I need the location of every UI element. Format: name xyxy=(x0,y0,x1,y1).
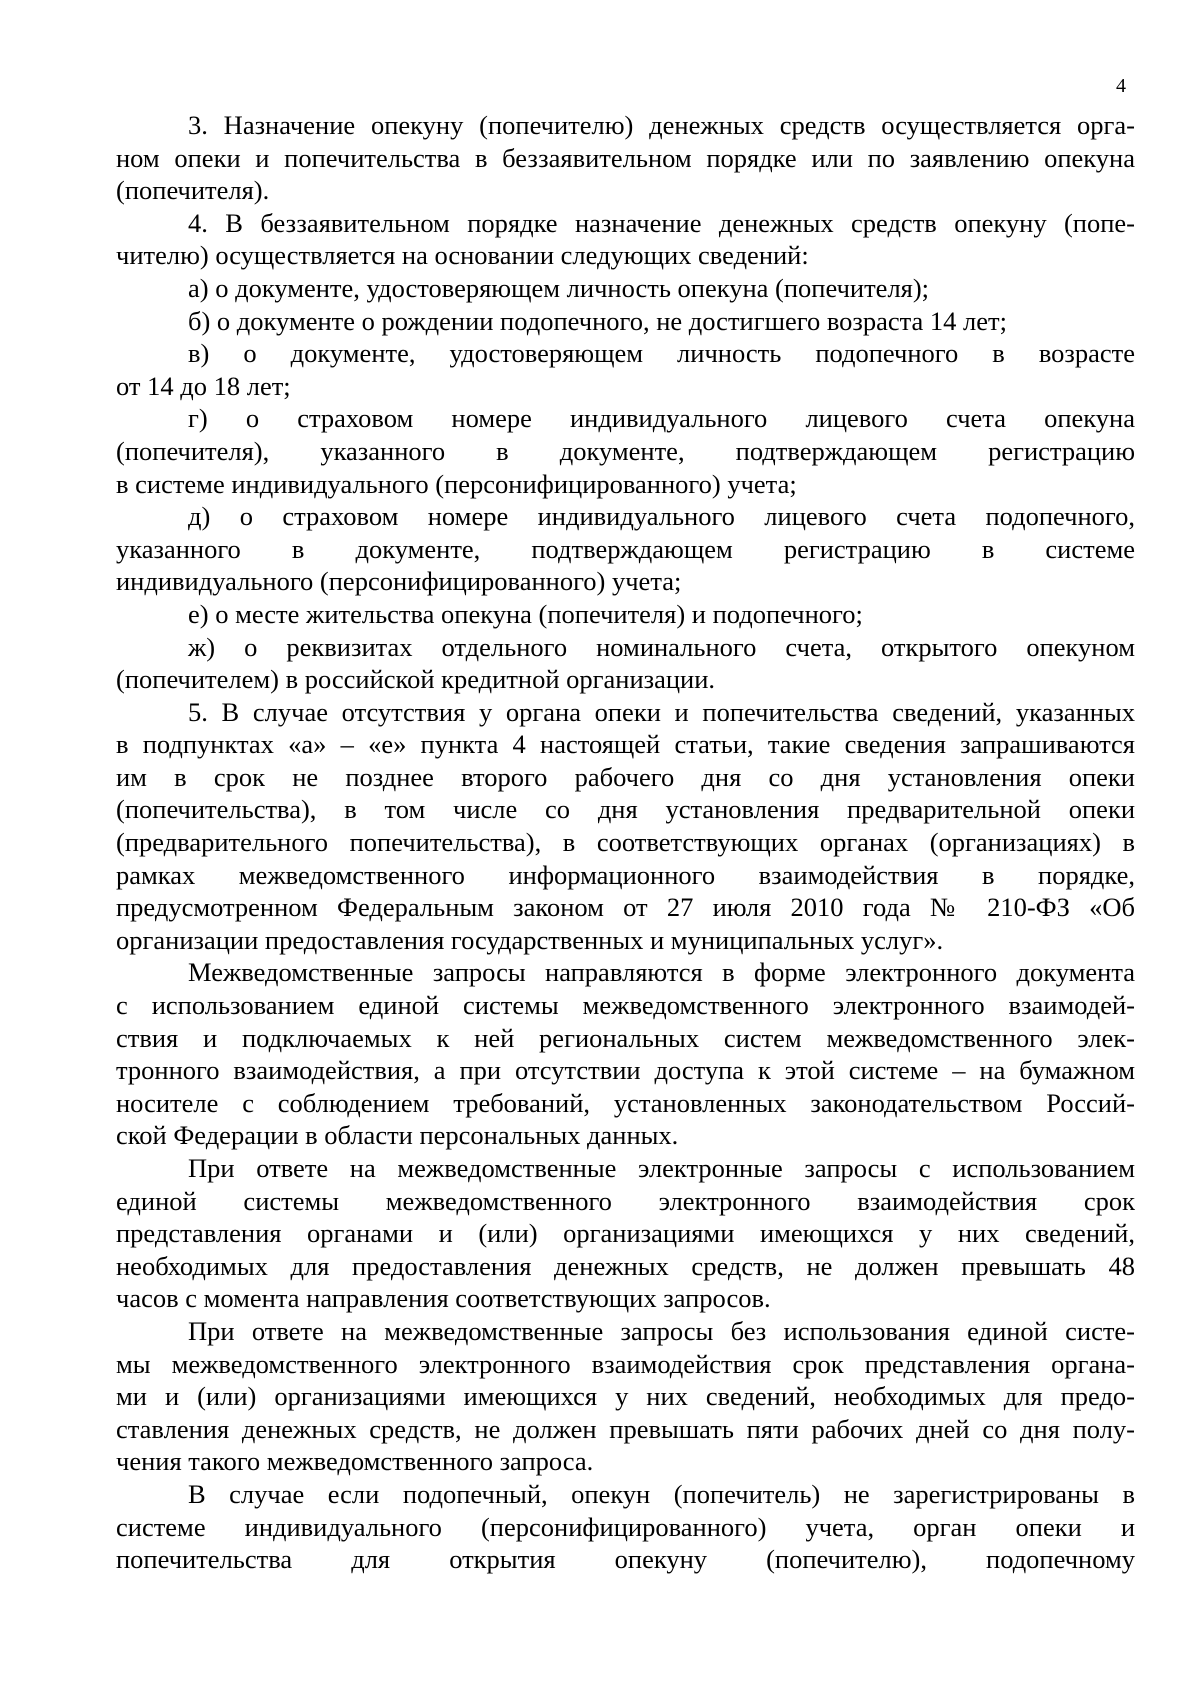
text-line: (предварительного попечительства), в соответствующих органах (организациях) в xyxy=(116,827,1135,858)
text-line: попечительства для открытия опекуну (попечителю), подопечному xyxy=(116,1544,1135,1575)
text-line: (попечителем) в российской кредитной организации. xyxy=(116,664,716,695)
text-line: от 14 до 18 лет; xyxy=(116,370,291,401)
text-line: в) о документе, удостоверяющем личность подопечного в возрасте xyxy=(188,338,1135,369)
text-line: в подпунктах «а» – «е» пункта 4 настоящей статьи, такие сведения запрашиваются xyxy=(116,729,1135,760)
text-line: ми и (или) организациями имеющихся у них сведений, необходимых для предо- xyxy=(116,1381,1135,1412)
text-line: В случае если подопечный, опекун (попечитель) не зарегистрированы в xyxy=(188,1478,1135,1509)
text-line: чителю) осуществляется на основании следующих сведений: xyxy=(116,240,809,271)
text-line: ставления денежных средств, не должен превышать пяти рабочих дней со дня полу- xyxy=(116,1413,1135,1444)
text-line: 3. Назначение опекуну (попечителю) денежных средств осуществляется орга- xyxy=(188,110,1135,140)
text-line: в системе индивидуального (персонифицированного) учета; xyxy=(116,468,797,499)
document-body xyxy=(116,109,1135,1576)
text-line: ствия и подключаемых к ней региональных систем межведомственного элек- xyxy=(116,1022,1135,1053)
text-line: указанного в документе, подтверждающем регистрацию в системе xyxy=(116,533,1135,564)
text-line: Межведомственные запросы направляются в форме электронного документа xyxy=(188,957,1135,988)
text-line: системе индивидуального (персонифицированного) учета, орган опеки и xyxy=(116,1511,1135,1542)
text-line: предусмотренном Федеральным законом от 27 июля 2010 года № 210-ФЗ «Об xyxy=(116,892,1135,923)
text-line: а) о документе, удостоверяющем личность опекуна (попечителя); xyxy=(188,272,930,303)
text-line: ской Федерации в области персональных данных. xyxy=(116,1120,679,1151)
text-line: 4. В беззаявительном порядке назначение денежных средств опекуну (попе- xyxy=(188,207,1135,238)
text-line: необходимых для предоставления денежных средств, не должен превышать 48 xyxy=(116,1250,1135,1281)
text-line: При ответе на межведомственные электронные запросы с использованием xyxy=(188,1153,1135,1183)
text-line: им в срок не позднее второго рабочего дня со дня установления опеки xyxy=(116,761,1135,792)
text-line: тронного взаимодействия, а при отсутствии доступа к этой системе – на бумажном xyxy=(116,1055,1135,1086)
text-line: мы межведомственного электронного взаимодействия срок представления органа- xyxy=(116,1348,1135,1379)
page-number: 4 xyxy=(1116,75,1126,97)
text-line: (попечительства), в том числе со дня установления предварительной опеки xyxy=(116,794,1135,825)
text-line: (попечителя), указанного в документе, подтверждающем регистрацию xyxy=(116,435,1135,466)
text-line: чения такого межведомственного запроса. xyxy=(116,1446,594,1477)
text-line: индивидуального (персонифицированного) учета; xyxy=(116,566,682,597)
text-line: ном опеки и попечительства в беззаявительном порядке или по заявлению опекуна xyxy=(116,142,1135,173)
text-line: единой системы межведомственного электронного взаимодействия срок xyxy=(116,1185,1135,1216)
text-line: представления органами и (или) организациями имеющихся у них сведений, xyxy=(116,1218,1135,1249)
text-line: рамках межведомственного информационного взаимодействия в порядке, xyxy=(116,859,1135,890)
text-line: организации предоставления государственных и муниципальных услуг». xyxy=(116,924,944,955)
text-line: ж) о реквизитах отдельного номинального счета, открытого опекуном xyxy=(188,631,1135,662)
text-line: 5. В случае отсутствия у органа опеки и попечительства сведений, указанных xyxy=(188,696,1135,727)
text-line: д) о страховом номере индивидуального лицевого счета подопечного, xyxy=(188,501,1135,532)
text-line: г) о страховом номере индивидуального лицевого счета опекуна xyxy=(188,403,1135,434)
text-line: б) о документе о рождении подопечного, не достигшего возраста 14 лет; xyxy=(188,305,1007,336)
text-line: (попечителя). xyxy=(116,175,270,206)
text-line: с использованием единой системы межведомственного электронного взаимодей- xyxy=(116,990,1135,1021)
text-line: е) о месте жительства опекуна (попечителя) и подопечного; xyxy=(188,598,863,629)
text-line: часов с момента направления соответствующих запросов. xyxy=(116,1283,771,1314)
text-line: При ответе на межведомственные запросы без использования единой систе- xyxy=(188,1315,1135,1346)
text-line: носителе с соблюдением требований, установленных законодательством Россий- xyxy=(116,1087,1135,1118)
